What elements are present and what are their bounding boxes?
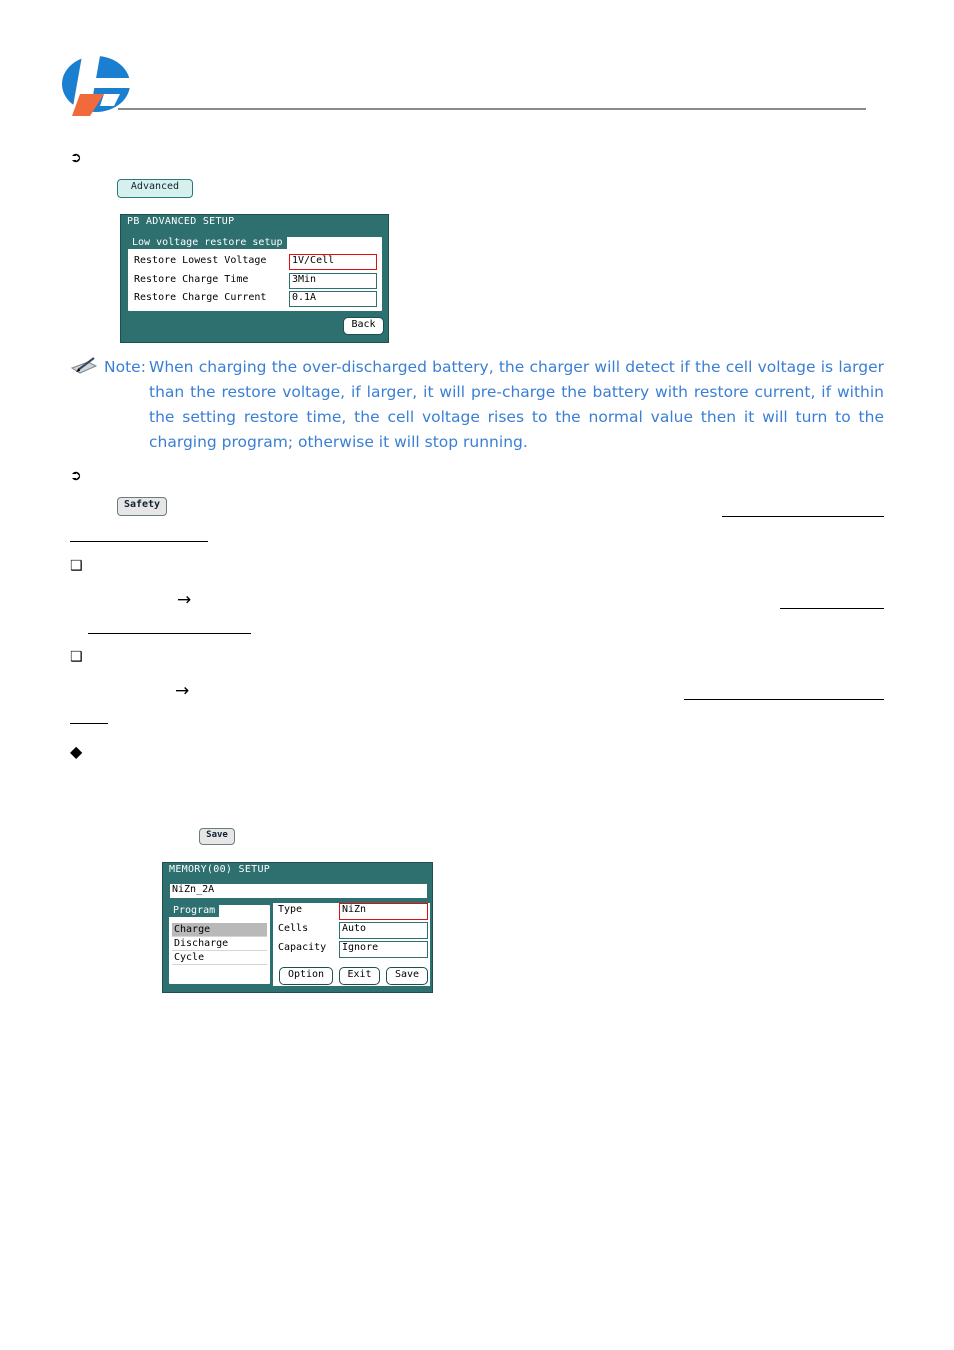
note-text: [104, 355, 884, 455]
section-label: Low voltage restore setup: [128, 237, 287, 249]
row-label: Restore Charge Time: [134, 274, 249, 285]
right-arrow-icon: →: [175, 681, 190, 701]
save-button[interactable]: Save: [199, 828, 235, 845]
advanced-button[interactable]: Advanced: [117, 179, 193, 198]
cells-field[interactable]: Auto: [339, 922, 428, 939]
restore-setup-group: [126, 235, 384, 313]
program-label: Program: [169, 905, 219, 917]
underline: [684, 699, 884, 700]
program-list: [172, 923, 267, 965]
note-label: Note:: [104, 358, 146, 376]
row-label: Capacity: [278, 942, 327, 953]
diamond-bullet-icon: ◆: [70, 742, 83, 761]
arrow-bullet-icon: ➲: [70, 150, 82, 166]
underline: [70, 723, 108, 724]
option-button[interactable]: Option: [279, 967, 333, 985]
note-pen-icon: [70, 356, 98, 376]
restore-time-field[interactable]: 3Min: [289, 273, 377, 289]
row-label: Cells: [278, 923, 309, 934]
program-item-discharge[interactable]: Discharge: [172, 937, 267, 951]
program-item-charge[interactable]: Charge: [172, 923, 267, 937]
pb-advanced-setup-panel: [120, 214, 389, 343]
program-item-cycle[interactable]: Cycle: [172, 951, 267, 965]
capacity-field[interactable]: Ignore: [339, 941, 428, 958]
panel-save-button[interactable]: Save: [386, 967, 428, 985]
note-body: than the restore voltage, if larger, it will pre-charge the battery with restore current, if within the setting restore time, the cell voltage rises to the normal value then it will turn to the charging program; otherwise it will stop running.: [149, 383, 884, 451]
underline: [70, 541, 208, 542]
underline: [722, 516, 884, 517]
row-label: Type: [278, 904, 303, 915]
square-bullet-icon: ❑: [70, 649, 83, 665]
underline: [780, 608, 884, 609]
arrow-bullet-icon: ➲: [70, 468, 82, 484]
square-bullet-icon: ❑: [70, 558, 83, 574]
type-field[interactable]: NiZn: [339, 903, 428, 920]
underline: [88, 633, 251, 634]
row-label: Restore Charge Current: [134, 292, 267, 303]
exit-button[interactable]: Exit: [339, 967, 380, 985]
right-arrow-icon: →: [177, 590, 192, 610]
panel-title: PB ADVANCED SETUP: [127, 216, 235, 227]
note-first-line: When charging the over-discharged battery, the charger will detect if the cell voltage is larger: [149, 358, 884, 376]
memory-name-field[interactable]: NiZn_2A: [169, 883, 428, 899]
restore-current-field[interactable]: 0.1A: [289, 291, 377, 307]
restore-voltage-field[interactable]: 1V/Cell: [289, 254, 377, 270]
back-button[interactable]: Back: [343, 317, 384, 335]
panel-title: MEMORY(00) SETUP: [169, 864, 271, 875]
memory-setup-panel: [162, 862, 433, 993]
row-label: Restore Lowest Voltage: [134, 255, 267, 266]
program-list-group: [167, 903, 272, 986]
header-rule: [118, 108, 866, 110]
safety-button[interactable]: Safety: [117, 497, 167, 516]
